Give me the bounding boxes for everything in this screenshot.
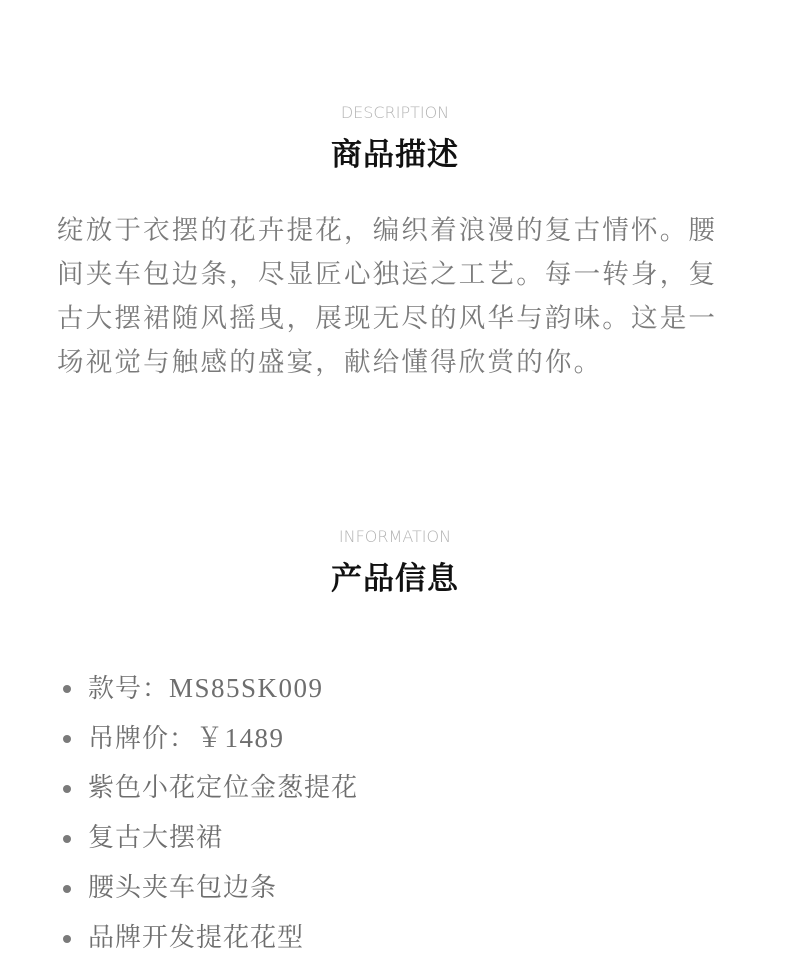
info-item-value: MS85SK009 [169, 673, 324, 703]
bullet-icon [63, 685, 71, 693]
info-item-label: 品牌开发提花花型 [88, 923, 305, 953]
info-item-jacquard [60, 765, 760, 815]
description-heading: 商品描述 [331, 137, 459, 173]
info-item-label: 紫色小花定位金葱提花 [88, 773, 359, 803]
bullet-icon [63, 735, 71, 743]
bullet-icon [63, 885, 71, 893]
info-item-waistband [60, 865, 760, 915]
info-item-value: ￥1489 [196, 723, 285, 753]
info-item-label: 复古大摆裙 [88, 823, 224, 853]
bullet-icon [63, 835, 71, 843]
information-list [60, 665, 760, 965]
information-heading: 产品信息 [331, 561, 459, 597]
info-item-label: 吊牌价： [88, 724, 197, 754]
bullet-icon [63, 935, 71, 943]
info-item-label: 腰头夹车包边条 [88, 873, 278, 903]
information-heading-en: INFORMATION [338, 527, 452, 546]
bullet-icon [63, 785, 71, 793]
info-item-style-number [60, 665, 760, 715]
info-item-skirt [60, 815, 760, 865]
description-text: 绽放于衣摆的花卉提花，编织着浪漫的复古情怀。腰间夹车包边条，尽显匠心独运之工艺。每一转身，复古大摆裙随风摇曳，展现无尽的风华与韵味。这是一场视觉与触感的盛宴，献给懂得欣赏的你。 [57, 215, 718, 378]
info-item-price [60, 715, 760, 765]
info-item-label: 款号： [88, 674, 170, 704]
info-item-pattern [60, 915, 760, 965]
description-heading-en: DESCRIPTION [340, 103, 450, 122]
